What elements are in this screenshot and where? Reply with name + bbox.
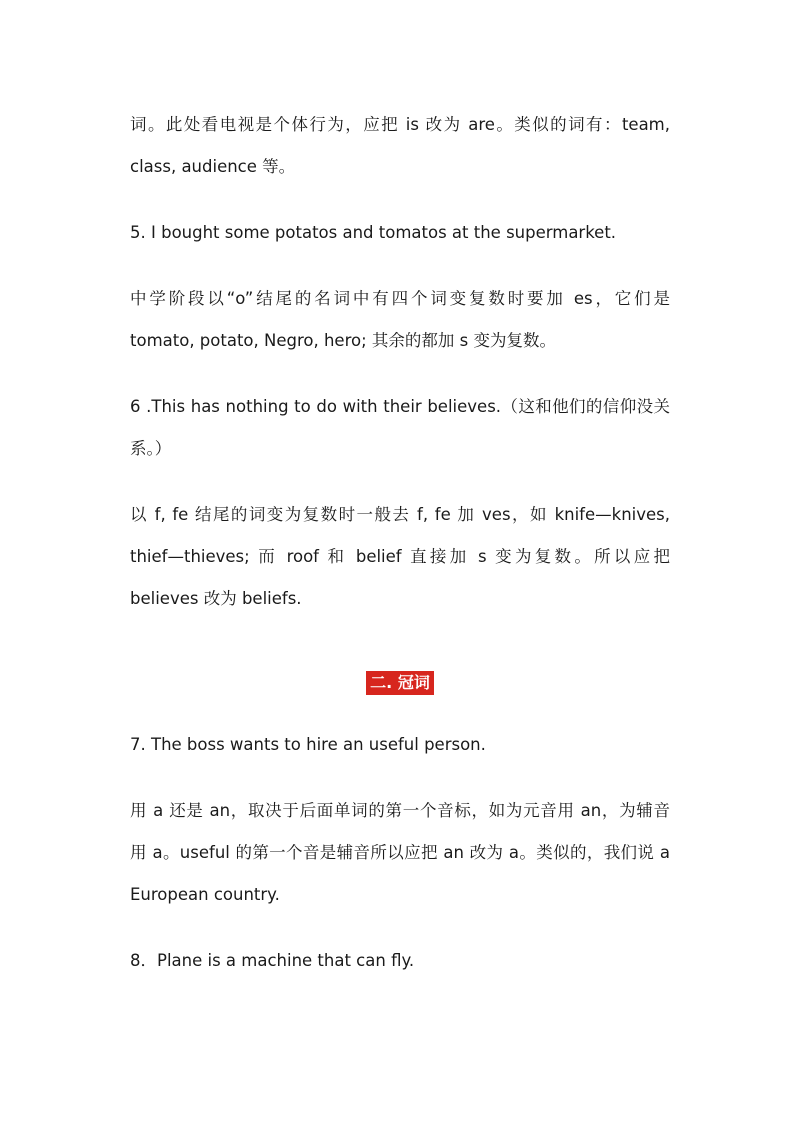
question-6: 6 .This has nothing to do with their believes.（这和他们的信仰没关 [130,397,670,416]
explanation-line: 用 a 还是 an，取决于后面单词的第一个音标，如为元音用 an，为辅音 [130,801,670,820]
explanation-line: thief—thieves; 而 roof 和 belief 直接加 s 变为复数。所以应把 [130,547,670,566]
question-6-continued: 系。） [130,439,172,458]
document-page [130,104,670,982]
explanation-line: 词。此处看电视是个体行为，应把 is 改为 are。类似的词有：team, [130,115,670,134]
explanation-line: 中学阶段以“o”结尾的名词中有四个词变复数时要加 es，它们是 [130,289,670,308]
question-8: 8．Plane is a machine that can fly. [130,951,415,970]
explanation-line: 以 f, fe 结尾的词变为复数时一般去 f, fe 加 ves，如 knife—knives, [130,505,670,524]
explanation-line: 用 a。useful 的第一个音是辅音所以应把 an 改为 a。类似的，我们说 a [130,843,670,862]
explanation-line: believes 改为 beliefs. [130,589,302,608]
explanation-line: class, audience 等。 [130,157,296,176]
explanation-line: tomato, potato, Negro, hero; 其余的都加 s 变为复数。 [130,331,556,350]
explanation-line: European country. [130,885,280,904]
section-heading-wrap [130,664,670,700]
section-heading: 二. 冠词 [366,671,434,695]
question-7: 7. The boss wants to hire an useful person. [130,735,486,754]
question-5: 5. I bought some potatos and tomatos at the supermarket. [130,223,617,242]
